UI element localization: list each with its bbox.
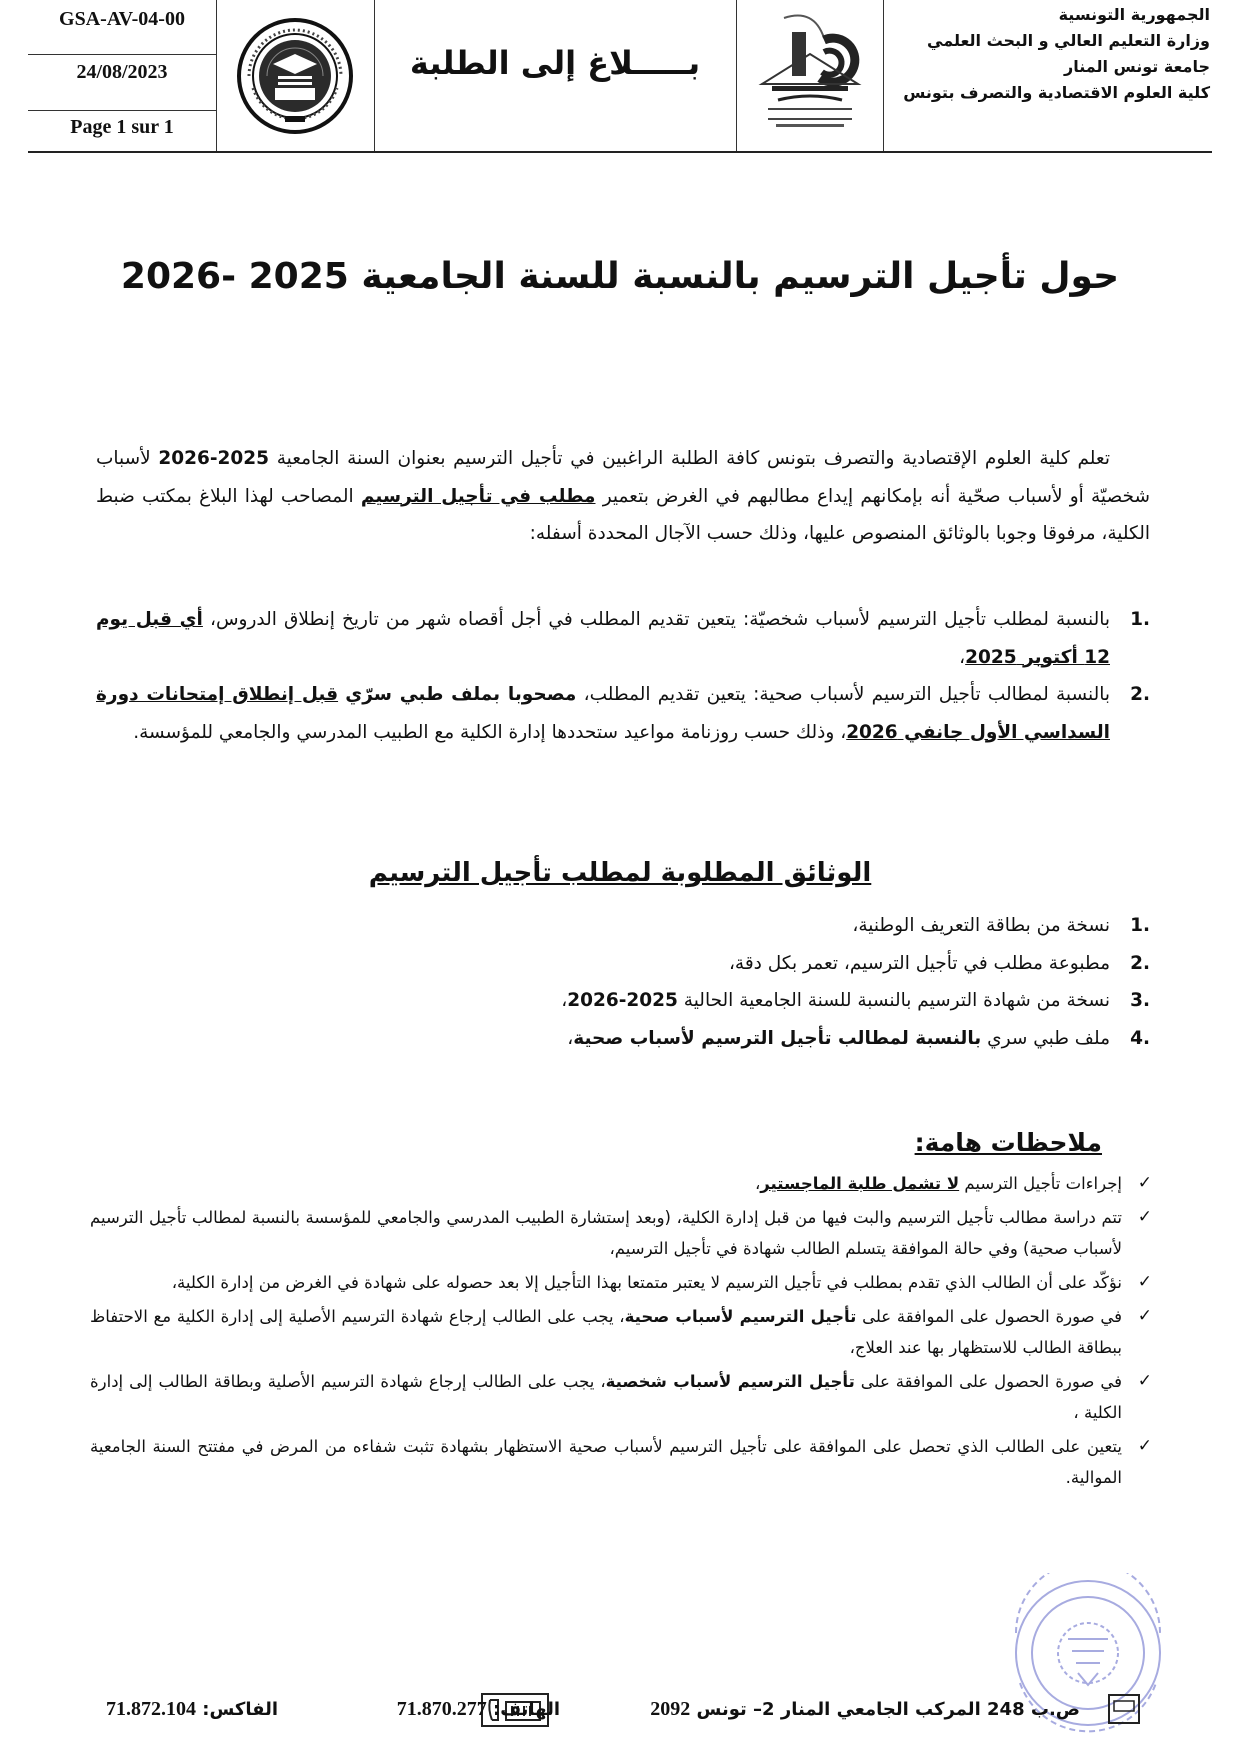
docs-heading: الوثائق المطلوبة لمطلب تأجيل الترسيم: [368, 858, 872, 888]
postal-code: 2092: [650, 1698, 691, 1720]
step-deadline: أي قبل يوم 12 أكتوبر 2025: [96, 609, 1110, 668]
postal-address: ص.ب 248 المركب الجامعي المنار 2– تونس 2092: [650, 1698, 1080, 1720]
intro-text-2: لأسباب شخصيّة أو لأسباب صحّية أنه بإمكانهم إيداع مطالبهم في الغرض بتعمير: [96, 448, 1150, 507]
doc-code: GSA-AV-04-00: [59, 8, 185, 30]
academic-year: 2025-2026: [158, 448, 270, 469]
fsegt-logo-cell: [216, 0, 375, 151]
reference-box: [28, 0, 217, 151]
list-item: ✓ إجراءات تأجيل الترسيم لا تشمل طلبة الماجستير،: [90, 1168, 1152, 1199]
notes-list: [90, 1168, 1152, 1496]
list-item: [96, 945, 1150, 983]
step-bold-requirement: مصحوبا بملف طبي سرّي: [345, 684, 577, 705]
doc-bold: بالنسبة لمطالب تأجيل الترسيم لأسباب صحية: [573, 1027, 982, 1049]
university-tunis-el-manar-logo-icon: [754, 8, 866, 133]
list-item: ✓ تتم دراسة مطالب تأجيل الترسيم والبت فيها من قبل إدارة الكلية، (وبعد إستشارة الطبيب المدرسي والجامعي للمؤسسة بالنسبة لمطالب تأجيل الترسيم لأسباب صحية) وفي حالة الموافقة يتسلم الطالب شهادة في تأجيل الترسيم،: [90, 1202, 1152, 1264]
checkmark-icon: ✓: [1137, 1436, 1152, 1456]
doc-bold: 2025-2026: [567, 990, 678, 1011]
checkmark-icon: ✓: [1137, 1207, 1152, 1227]
item-number: .2: [1130, 684, 1150, 705]
page-title: حول تأجيل الترسيم بالنسبة للسنة الجامعية 2025 -2026: [120, 256, 1120, 297]
fax: الفاكس: 71.872.104: [106, 1698, 279, 1720]
fsegt-seal-logo-icon: [235, 16, 355, 136]
note-bold: تأجيل الترسيم لأسباب صحية: [624, 1307, 857, 1326]
fax-number: 71.872.104: [106, 1698, 196, 1720]
checkmark-icon: ✓: [1137, 1371, 1152, 1391]
checkmark-icon: ✓: [1137, 1272, 1152, 1292]
form-name: مطلب في تأجيل الترسيم: [360, 485, 596, 507]
list-item: [96, 601, 1150, 676]
docs-list: [96, 907, 1150, 1057]
doc-text: ملف طبي سري: [981, 1027, 1110, 1049]
intro-paragraph: [96, 440, 1150, 553]
note-bold: لا تشمل طلبة الماجستير: [760, 1174, 960, 1193]
notice-title: بـــــلاغ إلى الطلبة: [409, 44, 701, 82]
checkmark-icon: ✓: [1137, 1173, 1152, 1193]
footer: [100, 1692, 1170, 1728]
doc-date: 24/08/2023: [28, 54, 216, 84]
notice-title-cell: [374, 0, 737, 151]
phone-number: 71.870.277: [396, 1698, 487, 1720]
mailbox-icon: [1106, 1692, 1142, 1726]
step-text: بالنسبة لمطلب تأجيل الترسيم لأسباب شخصيّة: يتعين تقديم المطلب في أجل أقصاه شهر من تاريخ إنطلاق الدروس،: [202, 609, 1110, 630]
step-deadline: قبل إنطلاق إمتحانات دورة السداسي الأول جانفي 2026: [96, 684, 1110, 743]
doc-text: مطبوعة مطلب في تأجيل الترسيم، تعمر بكل دقة،: [728, 952, 1110, 974]
item-number: .1: [1130, 915, 1150, 936]
faculty-name: كلية العلوم الاقتصادية والتصرف بتونس: [903, 83, 1210, 102]
step-end: ، وذلك حسب روزنامة مواعيد ستحددها إدارة الكلية مع الطبيب المدرسي والجامعي للمؤسسة.: [133, 721, 847, 743]
country-name: الجمهورية التونسية: [1058, 5, 1210, 24]
list-item: [96, 907, 1150, 945]
list-item: ✓ يتعين على الطالب الذي تحصل على الموافقة على تأجيل الترسيم لأسباب صحية الاستظهار بشهادة تثبت شفاءه من المرض في مفتتح السنة الجامعية الموالية.: [90, 1431, 1152, 1493]
checkmark-icon: ✓: [1137, 1306, 1152, 1326]
list-item: .3 نسخة من شهادة الترسيم بالنسبة للسنة الجامعية الحالية 2025-2026،: [96, 982, 1150, 1020]
university-name: جامعة تونس المنار: [1064, 57, 1210, 76]
item-number: .4: [1130, 1027, 1150, 1049]
list-item: ✓ نؤكّد على أن الطالب الذي تقدم بمطلب في تأجيل الترسيم لا يعتبر متمتعا بهذا التأجيل إلا بعد حصوله على شهادة في الغرض من إدارة الكلية،: [90, 1267, 1152, 1298]
deadline-list: [96, 601, 1150, 751]
ministry-block: [883, 0, 1212, 151]
doc-text: نسخة من بطاقة التعريف الوطنية،: [852, 915, 1110, 936]
notes-heading: ملاحظات هامة:: [914, 1128, 1102, 1157]
list-item: ✓ في صورة الحصول على الموافقة على تأجيل الترسيم لأسباب شخصية، يجب على الطالب إرجاع شهادة الترسيم الأصلية وبطاقة الطالب إلى إدارة الكلية ،: [90, 1366, 1152, 1428]
doc-text: نسخة من شهادة الترسيم بالنسبة للسنة الجامعية الحالية: [677, 990, 1110, 1011]
item-number: .1: [1130, 609, 1150, 630]
intro-text-3: المصاحب لهذا البلاغ بمكتب ضبط الكلية، مرفوقا وجوبا بالوثائق المنصوص عليها، وذلك حسب الآجال المحددة أسفله:: [96, 485, 1150, 544]
step-text: بالنسبة لمطالب تأجيل الترسيم لأسباب صحية: يتعين تقديم المطلب،: [576, 684, 1110, 705]
page-number: Page 1 sur 1: [28, 110, 216, 139]
step-end: ،: [959, 646, 966, 668]
list-item: ✓ في صورة الحصول على الموافقة على تأجيل الترسيم لأسباب صحية، يجب على الطالب إرجاع شهادة الترسيم الأصلية إلى إدارة الكلية مع الاحتفاظ ببطاقة الطالب للاستظهار بها عند العلاج،: [90, 1301, 1152, 1363]
list-item: .4 ملف طبي سري بالنسبة لمطالب تأجيل الترسيم لأسباب صحية،: [96, 1020, 1150, 1058]
item-number: .3: [1130, 990, 1150, 1011]
intro-text-1: تعلم كلية العلوم الإقتصادية والتصرف بتونس كافة الطلبة الراغبين في تأجيل الترسيم بعنوان السنة الجامعية: [276, 448, 1110, 469]
document-header: [28, 0, 1212, 153]
ministry-name: وزارة التعليم العالي و البحث العلمي: [927, 31, 1210, 50]
list-item: [96, 676, 1150, 751]
utm-logo-cell: [736, 0, 884, 151]
note-bold: تأجيل الترسيم لأسباب شخصية: [605, 1372, 855, 1391]
phone: الهاتف: 71.870.277: [396, 1698, 560, 1720]
item-number: .2: [1130, 952, 1150, 974]
